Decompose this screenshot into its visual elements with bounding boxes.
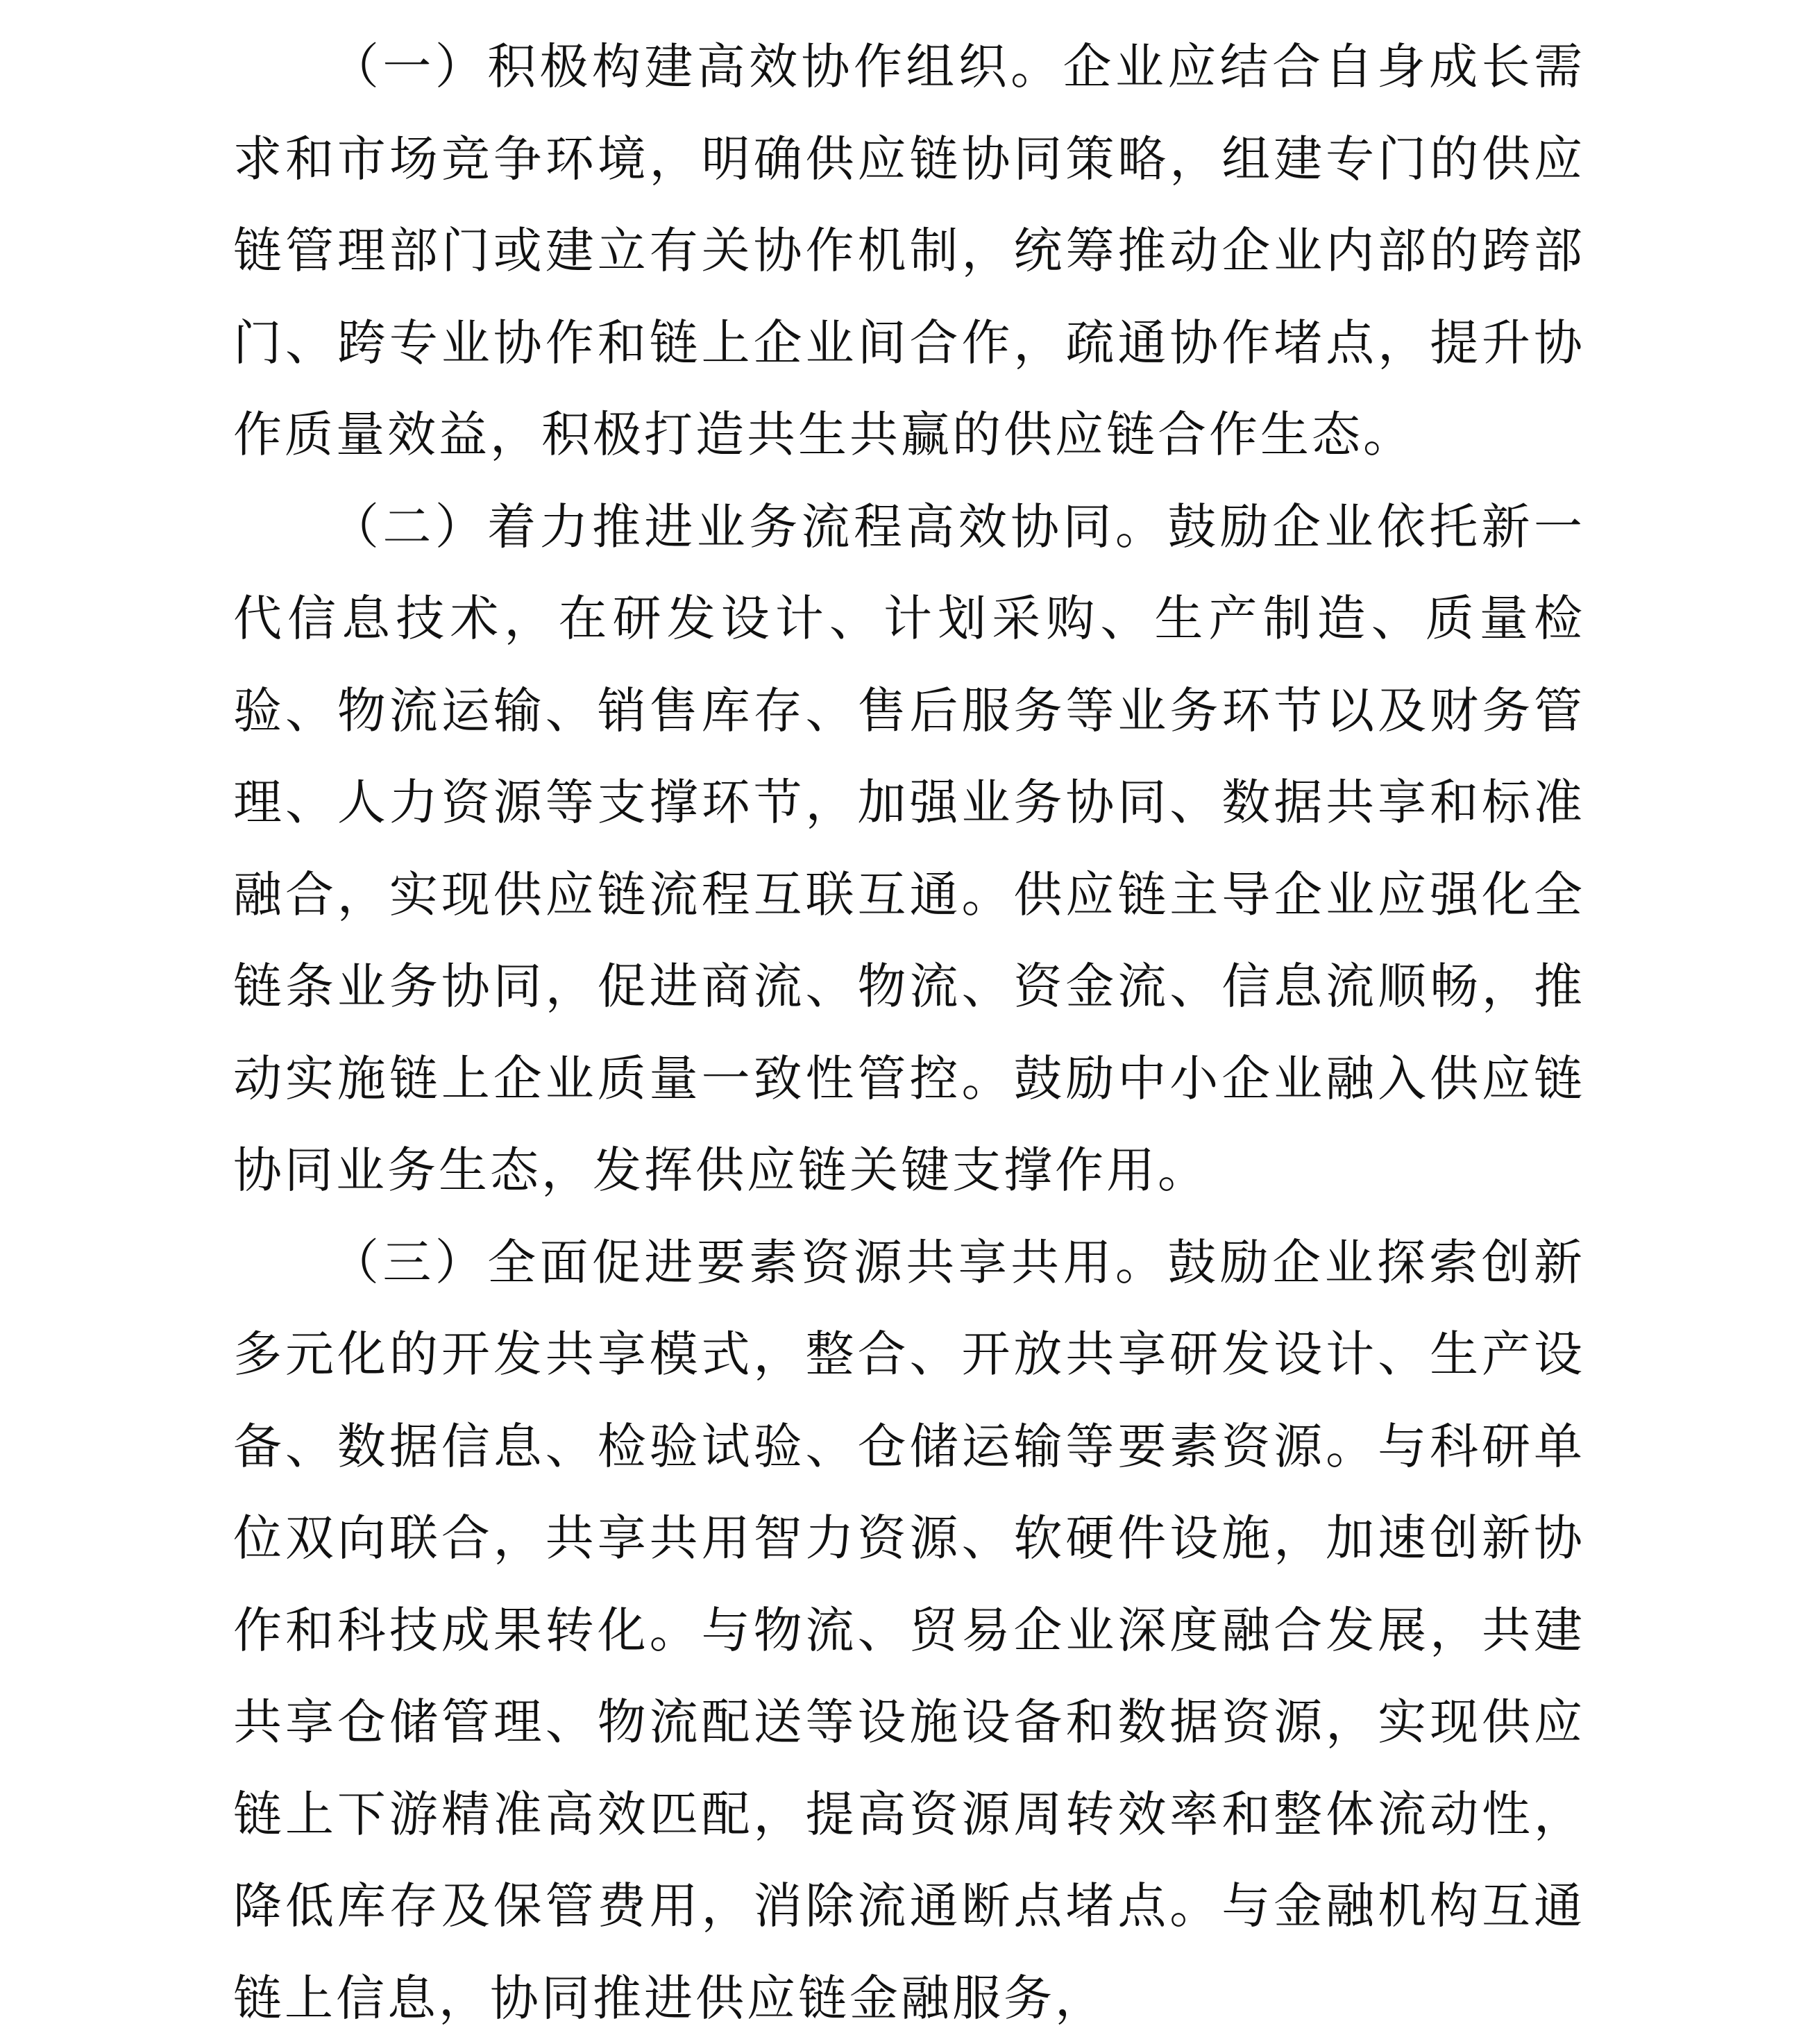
- paragraph-3-heading: （三）全面促进要素资源共享共用。: [330, 1234, 1167, 1291]
- paragraph-2: [233, 481, 1585, 1217]
- paragraph-3-body: 鼓励企业探索创新多元化的开发共享模式，整合、开放共享研发设计、生产设备、数据信息、检验试验、仓储运输等要素资源。与科研单位双向联合，共享共用智力资源、软硬件设施，加速创新协作和科技成果转化。与物流、贸易企业深度融合发展，共建共享仓储管理、物流配送等设施设备和数据资源，实现供应链上下游精准高效匹配，提高资源周转效率和整体流动性，降低库存及保管费用，消除流通断点堵点。与金融机构互通链上信息，协同推进供应链金融服务，: [233, 1234, 1585, 2027]
- document-body: [233, 21, 1585, 2044]
- paragraph-1-body: 企业应结合自身成长需求和市场竞争环境，明确供应链协同策略，组建专门的供应链管理部门或建立有关协作机制，统筹推动企业内部的跨部门、跨专业协作和链上企业间合作，疏通协作堵点，提升协作质量效益，积极打造共生共赢的供应链合作生态。: [233, 38, 1585, 463]
- paragraph-3: [233, 1217, 1585, 2044]
- paragraph-1: [233, 21, 1585, 481]
- paragraph-2-body: 鼓励企业依托新一代信息技术，在研发设计、计划采购、生产制造、质量检验、物流运输、销售库存、售后服务等业务环节以及财务管理、人力资源等支撑环节，加强业务协同、数据共享和标准融合，实现供应链流程互联互通。供应链主导企业应强化全链条业务协同，促进商流、物流、资金流、信息流顺畅，推动实施链上企业质量一致性管控。鼓励中小企业融入供应链协同业务生态，发挥供应链关键支撑作用。: [233, 498, 1585, 1199]
- paragraph-1-heading: （一）积极构建高效协作组织。: [330, 38, 1063, 95]
- paragraph-2-heading: （二）着力推进业务流程高效协同。: [330, 498, 1167, 555]
